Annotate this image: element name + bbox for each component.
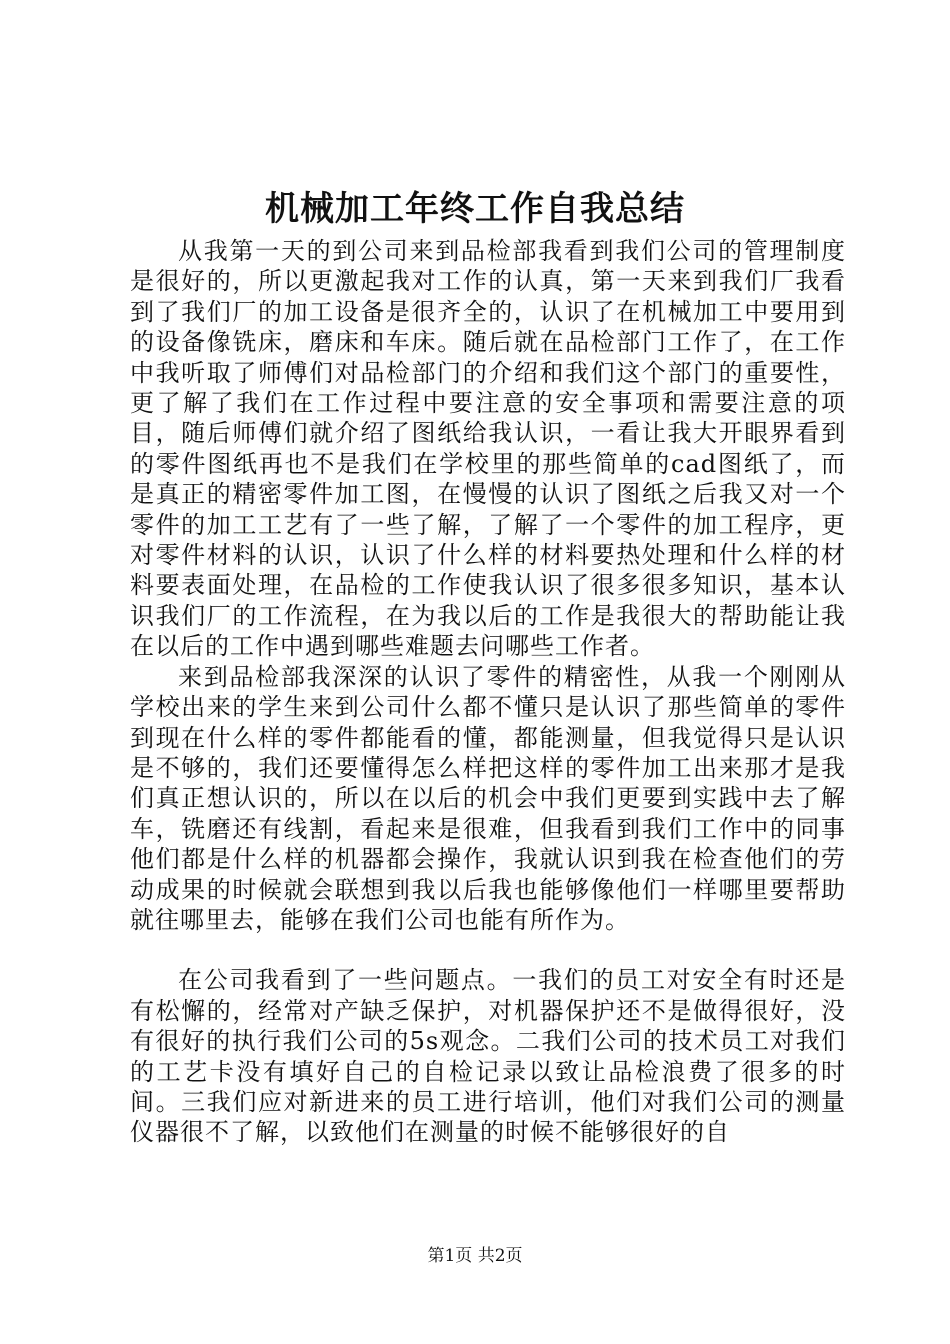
paragraph-1: 从我第一天的到公司来到品检部我看到我们公司的管理制度是很好的，所以更激起我对工作的认真，第一天来到我们厂我看到了我们厂的加工设备是很齐全的，认识了在机械加工中要用到的设备像铣床，磨床和车床。随后就在品检部门工作了，在工作中我听取了师傅们对品检部门的介绍和我们这个部门的重要性，更了解了我们在工作过程中要注意的安全事项和需要注意的项目，随后师傅们就介绍了图纸给我认识，一看让我大开眼界看到的零件图纸再也不是我们在学校里的那些简单的cad图纸了，而是真正的精密零件加工图，在慢慢的认识了图纸之后我又对一个零件的加工工艺有了一些了解，了解了一个零件的加工程序，更对零件材料的认识，认识了什么样的材料要热处理和什么样的材料要表面处理，在品检的工作使我认识了很多很多知识，基本认识我们厂的工作流程，在为我以后的工作是我很大的帮助能让我在以后的工作中遇到哪些难题去问哪些工作者。 xyxy=(130,237,846,661)
paragraph-2: 来到品检部我深深的认识了零件的精密性，从我一个刚刚从学校出来的学生来到公司什么都不懂只是认识了那些简单的零件到现在什么样的零件都能看的懂，都能测量，但我觉得只是认识是不够的，我们还要懂得怎么样把这样的零件加工出来那才是我们真正想认识的，所以在以后的机会中我们更要到实践中去了解车，铣磨还有线割，看起来是很难，但我看到我们工作中的同事他们都是什么样的机器都会操作，我就认识到我在检查他们的劳动成果的时候就会联想到我以后我也能够像他们一样哪里要帮助就往哪里去，能够在我们公司也能有所作为。 xyxy=(130,662,846,934)
page-number-footer: 第1页 共2页 xyxy=(427,1246,523,1266)
document-title: 机械加工年终工作自我总结 xyxy=(265,189,685,229)
paragraph-3: 在公司我看到了一些问题点。一我们的员工对安全有时还是有松懈的，经常对产缺乏保护，对机器保护还不是做得很好，没有很好的执行我们公司的5s观念。二我们公司的技术员工对我们的工艺卡没有填好自己的自检记录以致让品检浪费了很多的时间。三我们应对新进来的员工进行培训，他们对我们公司的测量仪器很不了解，以致他们在测量的时候不能够很好的自 xyxy=(130,966,846,1147)
document-body xyxy=(130,236,846,1148)
